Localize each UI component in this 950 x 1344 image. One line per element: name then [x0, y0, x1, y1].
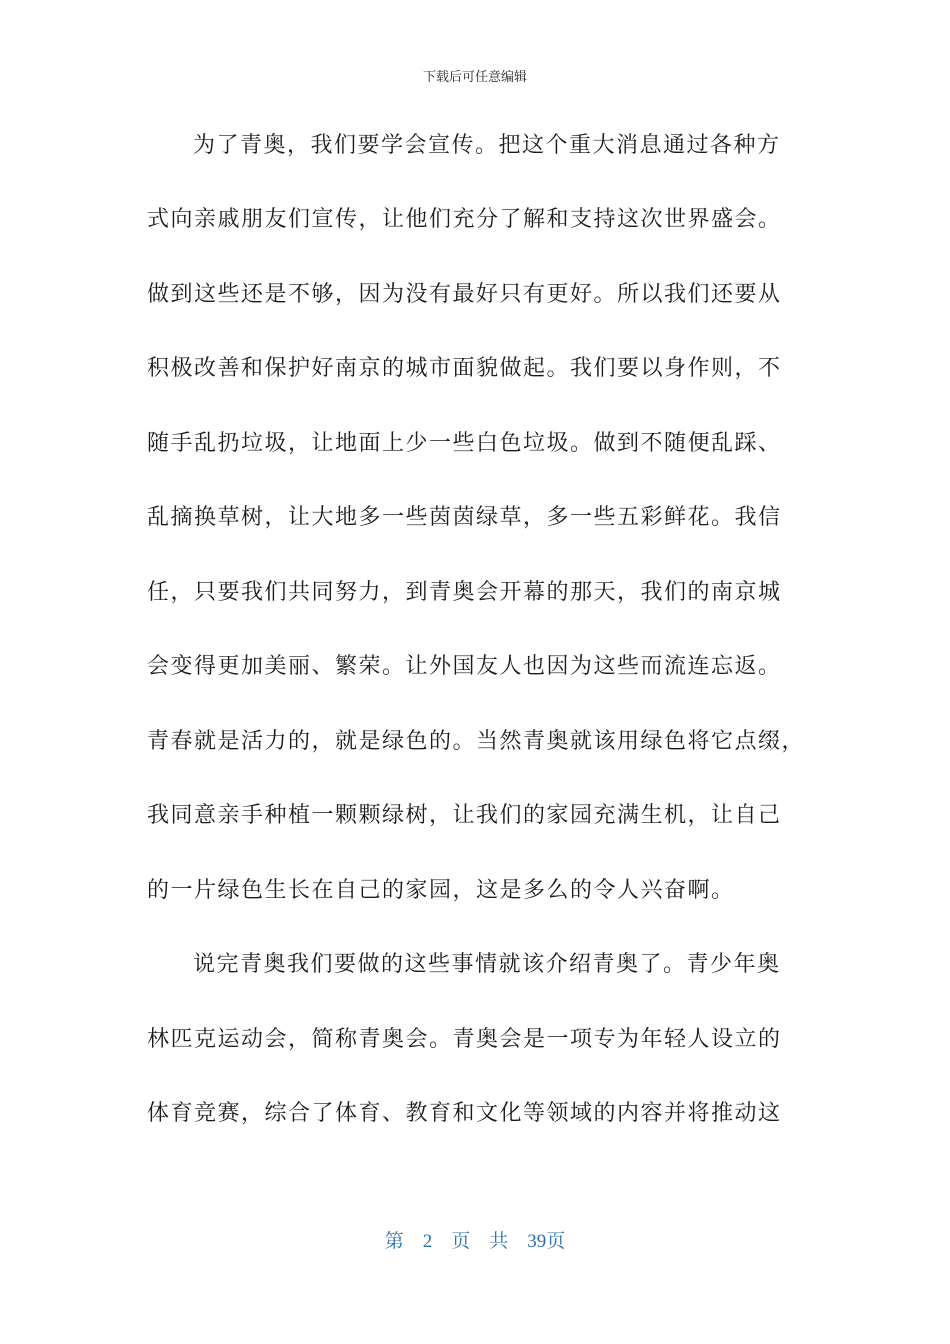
- paragraph-line: 乱摘换草树，让大地多一些茵茵绿草，多一些五彩鲜花。我信: [147, 505, 782, 530]
- page-number: 第 2 页 共 39页: [384, 1231, 566, 1252]
- paragraph-line: 式向亲戚朋友们宣传，让他们充分了解和支持这次世界盛会。: [147, 207, 782, 232]
- paragraph-line: 我同意亲手种植一颗颗绿树，让我们的家园充满生机，让自己: [147, 803, 782, 828]
- paragraph-line: 体育竞赛，综合了体育、教育和文化等领域的内容并将推动这: [147, 1101, 782, 1126]
- paragraph-line: 青春就是活力的，就是绿色的。当然青奥就该用绿色将它点缀，: [147, 729, 806, 754]
- paragraph-line: 为了青奥，我们要学会宣传。把这个重大消息通过各种方: [193, 133, 781, 158]
- paragraph-line: 任，只要我们共同努力，到青奥会开幕的那天，我们的南京城: [147, 580, 782, 605]
- paragraph-line: 会变得更加美丽、繁荣。让外国友人也因为这些而流连忘返。: [147, 654, 782, 679]
- page-header: 下载后可任意编辑: [422, 70, 527, 85]
- paragraph-line: 说完青奥我们要做的这些事情就该介绍青奥了。青少年奥: [193, 952, 781, 977]
- paragraph-line: 随手乱扔垃圾，让地面上少一些白色垃圾。做到不随便乱踩、: [147, 431, 782, 456]
- paragraph-line: 的一片绿色生长在自己的家园，这是多么的令人兴奋啊。: [147, 878, 735, 903]
- paragraph-line: 积极改善和保护好南京的城市面貌做起。我们要以身作则，不: [147, 356, 782, 381]
- paragraph-line: 做到这些还是不够，因为没有最好只有更好。所以我们还要从: [147, 282, 782, 307]
- paragraph-line: 林匹克运动会，简称青奥会。青奥会是一项专为年轻人设立的: [147, 1027, 782, 1052]
